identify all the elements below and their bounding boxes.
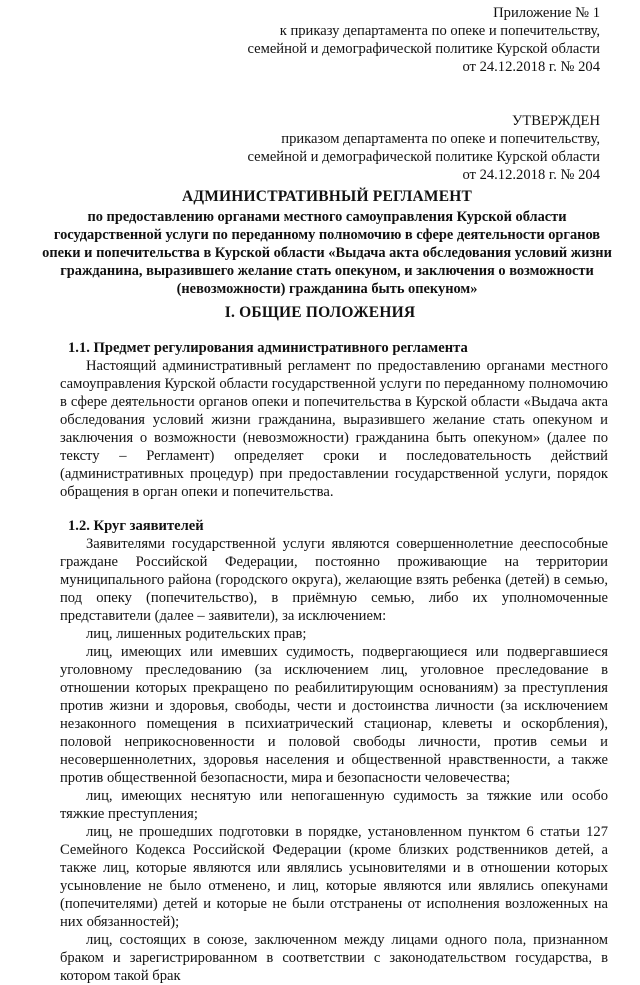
regulation-title xyxy=(42,188,612,298)
subtitle-line: (невозможности) гражданина быть опекуном» xyxy=(176,281,478,297)
subsection-text-1-1: Настоящий административный регламент по предоставлению органами местного самоуправления Курской области государственной услуги по переданному полномочию в сфере деятельности органов опеки и попечительства в Курской области «Выдача акта обследования условий жизни гражданина, выразившего желание стать опекуном и заключения о возможности (невозможности) гражданина быть опекуном» (далее по тексту – Регламент) определяет сроки и последовательность действий (административных процедур) при предоставлении государственной услуги, порядок обращения в орган опеки и попечительства. xyxy=(60,358,608,500)
regulation-title-subtitle xyxy=(42,208,612,298)
subtitle-line: опеки и попечительства в Курской области «Выдача акта обследования условий жизни xyxy=(42,245,612,261)
approved-department-line: семейной и демографической политике Курской области xyxy=(247,149,600,165)
regulation-title-main: АДМИНИСТРАТИВНЫЙ РЕГЛАМЕНТ xyxy=(181,188,473,205)
approved-label: УТВЕРЖДЕН xyxy=(512,113,600,129)
subtitle-line: гражданина, выразившего желание стать опекуном, и заключения о возможности xyxy=(60,263,594,279)
exclusion-item: лиц, не прошедших подготовки в порядке, установленном пунктом 6 статьи 127 Семейного Кодекса Российской Федерации (кроме близких родственников детей, а также лиц, которые являются или являлись усыновителями и в отношении которых усыновление не было отменено, и лиц, которые являются или являлись опекунами (попечителями) детей и которые не были отстранены от исполнения возложенных на них обязанностей); xyxy=(60,824,608,930)
appendix-number: Приложение № 1 xyxy=(493,5,600,21)
section-content xyxy=(60,339,608,985)
approved-date: от 24.12.2018 г. № 204 xyxy=(462,167,600,183)
exclusion-item: лиц, имеющих неснятую или непогашенную судимость за тяжкие или особо тяжкие преступления; xyxy=(60,788,608,822)
spacer xyxy=(60,501,608,517)
appendix-header xyxy=(0,4,600,76)
subsection-text-1-2: Заявителями государственной услуги являются совершеннолетние дееспособные граждане Российской Федерации, постоянно проживающие на территории муниципального района (городского округа), желающие взять ребенка (детей) в семью, под опеку (попечительство), в приёмную семью, либо их уполномоченные представители (далее – заявители), за исключением: xyxy=(60,536,608,624)
exclusion-item: лиц, имеющих или имевших судимость, подвергающиеся или подвергавшиеся уголовному преследованию (за исключением лиц, уголовное преследование в отношении которых прекращено по реабилитирующим основаниям) за преступления против жизни и здоровья, свободы, чести и достоинства личности (за исключением незаконного помещения в психиатрический стационар, клеветы и оскорбления), половой неприкосновенности и половой свободы личности, против семьи и несовершеннолетних, здоровья населения и общественной нравственности, а также против общественной безопасности, мира и безопасности человечества; xyxy=(60,644,608,786)
exclusion-item: лиц, лишенных родительских прав; xyxy=(86,626,307,642)
subsection-heading-1-1: 1.1. Предмет регулирования административного регламента xyxy=(68,340,468,356)
subsection-heading-1-2: 1.2. Круг заявителей xyxy=(68,518,204,534)
exclusion-item: лиц, состоящих в союзе, заключенном между лицами одного пола, признанном браком и зарегистрированном в соответствии с законодательством государства, в котором такой брак xyxy=(60,932,608,984)
section-heading: I. ОБЩИЕ ПОЛОЖЕНИЯ xyxy=(224,304,416,321)
appendix-order-line: к приказу департамента по опеке и попечительству, xyxy=(279,23,600,39)
subtitle-line: по предоставлению органами местного самоуправления Курской области xyxy=(87,209,567,225)
subtitle-line: государственной услуги по переданному полномочию в сфере деятельности органов xyxy=(53,227,601,243)
appendix-department-line: семейной и демографической политике Курской области xyxy=(247,41,600,57)
approved-header xyxy=(0,112,600,184)
approved-order-line: приказом департамента по опеке и попечительству, xyxy=(281,131,600,147)
appendix-date: от 24.12.2018 г. № 204 xyxy=(462,59,600,75)
